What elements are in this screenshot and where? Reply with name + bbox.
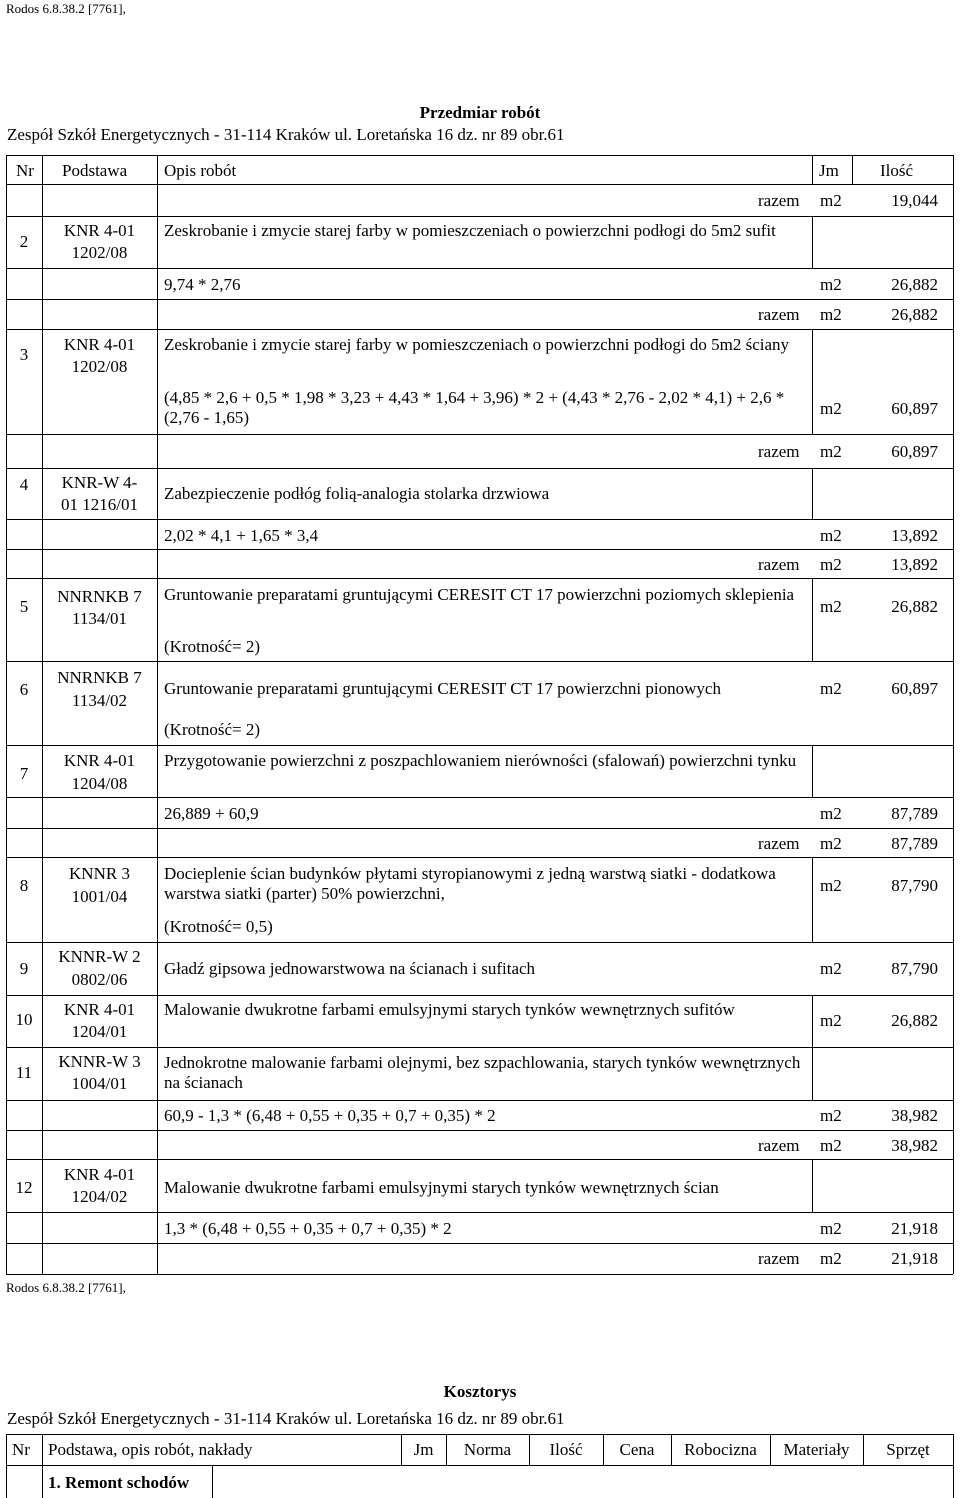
col-header-opis: Opis robót [164, 161, 237, 180]
item-base-code: NNRNKB 7 [57, 668, 142, 687]
item-jm: m2 [820, 959, 842, 978]
document-title: Kosztorys [443, 1382, 517, 1401]
document-subtitle: Zespół Szkół Energetycznych - 31-114 Kraków ul. Loretańska 16 dz. nr 89 obr.61 [7, 1409, 565, 1428]
item-calculation: (4,85 * 2,6 + 0,5 * 1,98 * 3,23 + 4,43 * 1,64 + 3,96) * 2 + (4,43 * 2,76 - 2,02 * 4,1) + 2,6 * (2,76 - 1,65) [164, 388, 785, 427]
item-description: Zeskrobanie i zmycie starej farby w pomieszczeniach o powierzchni podłogi do 5m2 ściany [164, 335, 790, 354]
item-calc-jm: m2 [820, 1219, 842, 1238]
item-number: 11 [15, 1063, 33, 1082]
item-base-code: KNNR-W 2 [58, 947, 141, 966]
item-base-code: KNR 4-01 [63, 1165, 136, 1184]
item-base-number: 1204/01 [71, 1022, 128, 1041]
item-description: Zabezpieczenie podłóg folią-analogia stolarka drzwiowa [164, 484, 550, 503]
item-number: 3 [19, 345, 29, 364]
document-subtitle: Zespół Szkół Energetycznych - 31-114 Kraków ul. Loretańska 16 dz. nr 89 obr.61 [7, 125, 565, 144]
sum-label: razem [758, 1249, 800, 1268]
item-base-number: 0802/06 [71, 970, 128, 989]
item-calculation: 60,9 - 1,3 * (6,48 + 0,55 + 0,35 + 0,7 + 0,35) * 2 [164, 1106, 496, 1125]
sum-label: razem [758, 305, 800, 324]
item-base-code: KNR-W 4- [61, 473, 138, 492]
item-note: (Krotność= 2) [164, 637, 260, 656]
item-calc-value: 13,892 [891, 526, 938, 545]
item-number: 12 [15, 1178, 33, 1197]
item-number: 6 [19, 680, 29, 699]
item-number: 2 [19, 232, 29, 251]
col-header-sprzet: Sprzęt [886, 1440, 930, 1459]
col-header-ilosc: Ilość [549, 1440, 583, 1459]
item-base-number: 1001/04 [71, 887, 128, 906]
sum-value: 60,897 [891, 442, 938, 461]
item-value: 87,790 [891, 876, 938, 895]
item-base-number: 01 1216/01 [61, 495, 138, 514]
item-base-number: 1204/08 [71, 774, 128, 793]
item-calc-value: 87,789 [891, 804, 938, 823]
item-jm: m2 [820, 1011, 842, 1030]
document-footer-text: Rodos 6.8.38.2 [7761], [6, 1, 126, 16]
col-header-jm: Jm [413, 1440, 434, 1459]
item-number: 10 [15, 1010, 33, 1029]
item-number: 9 [19, 959, 29, 978]
item-calc-value: 38,982 [891, 1106, 938, 1125]
item-calc-value: 60,897 [891, 399, 938, 418]
item-description: Gładź gipsowa jednowarstwowa na ścianach i sufitach [164, 959, 536, 978]
sum-value: 87,789 [891, 834, 938, 853]
sum-jm: m2 [820, 1249, 842, 1268]
item-base-code: NNRNKB 7 [57, 587, 142, 606]
item-base-code: KNR 4-01 [63, 1000, 136, 1019]
item-calc-jm: m2 [820, 804, 842, 823]
item-number: 5 [19, 597, 29, 616]
item-description: Malowanie dwukrotne farbami emulsyjnymi starych tynków wewnętrznych sufitów [164, 1000, 735, 1019]
col-header-nr: Nr [12, 1440, 30, 1459]
item-base-code: KNR 4-01 [63, 335, 136, 354]
item-description: Gruntowanie preparatami gruntującymi CERESIT CT 17 powierzchni poziomych sklepienia [164, 585, 795, 604]
item-note: (Krotność= 2) [164, 720, 260, 739]
item-calc-jm: m2 [820, 399, 842, 418]
sum-value: 13,892 [891, 555, 938, 574]
item-calc-jm: m2 [820, 526, 842, 545]
document-footer-text: Rodos 6.8.38.2 [7761], [6, 1280, 126, 1295]
item-base-code: KNNR-W 3 [58, 1052, 141, 1071]
item-value: 26,882 [891, 597, 938, 616]
sum-label: razem [758, 1136, 800, 1155]
sum-value: 19,044 [891, 191, 938, 210]
sum-value: 38,982 [891, 1136, 938, 1155]
col-header-cena: Cena [619, 1440, 655, 1459]
sum-label: razem [758, 555, 800, 574]
item-base-code: KNNR 3 [69, 864, 130, 883]
col-header-podstawa: Podstawa [62, 161, 128, 180]
item-description: Jednokrotne malowanie farbami olejnymi, bez szpachlowania, starych tynków wewnętrznych na ścianach [164, 1053, 801, 1092]
item-base-code: KNR 4-01 [63, 751, 136, 770]
item-number: 7 [19, 764, 29, 783]
item-jm: m2 [820, 679, 842, 698]
sum-jm: m2 [820, 191, 842, 210]
item-base-number: 1202/08 [71, 357, 128, 376]
item-value: 87,790 [891, 959, 938, 978]
item-jm: m2 [820, 597, 842, 616]
sum-jm: m2 [820, 1136, 842, 1155]
col-header-norma: Norma [463, 1440, 512, 1459]
item-calculation: 1,3 * (6,48 + 0,55 + 0,35 + 0,7 + 0,35) * 2 [164, 1219, 452, 1238]
item-calculation: 9,74 * 2,76 [164, 275, 241, 294]
item-base-number: 1004/01 [71, 1074, 128, 1093]
col-header-ilosc: Ilość [880, 161, 914, 180]
item-description: Malowanie dwukrotne farbami emulsyjnymi starych tynków wewnętrznych ścian [164, 1178, 719, 1197]
col-header-podstawa: Podstawa, opis robót, nakłady [48, 1440, 253, 1459]
sum-value: 26,882 [891, 305, 938, 324]
item-description: Docieplenie ścian budynków płytami styropianowymi z jedną warstwą siatki - dodatkowa warstwa siatki (parter) 50% powierzchni, [164, 864, 776, 903]
col-header-robocizna: Robocizna [684, 1440, 757, 1459]
item-value: 60,897 [891, 679, 938, 698]
item-value: 26,882 [891, 1011, 938, 1030]
sum-label: razem [758, 834, 800, 853]
item-description: Przygotowanie powierzchni z poszpachlowaniem nierówności (sfalowań) powierzchni tynku [164, 751, 797, 770]
sum-jm: m2 [820, 834, 842, 853]
item-calc-jm: m2 [820, 275, 842, 294]
item-base-number: 1134/02 [71, 691, 128, 710]
item-calculation: 2,02 * 4,1 + 1,65 * 3,4 [164, 526, 319, 545]
col-header-jm: Jm [819, 161, 839, 180]
col-header-materialy: Materiały [783, 1440, 850, 1459]
item-calc-value: 21,918 [891, 1219, 938, 1238]
item-number: 8 [19, 876, 29, 895]
item-number: 4 [19, 475, 29, 494]
document-title: Przedmiar robót [419, 103, 541, 122]
sum-value: 21,918 [891, 1249, 938, 1268]
item-calc-value: 26,882 [891, 275, 938, 294]
section-heading: 1. Remont schodów [48, 1473, 190, 1492]
item-base-number: 1134/01 [71, 609, 128, 628]
item-base-number: 1204/02 [71, 1187, 128, 1206]
sum-jm: m2 [820, 442, 842, 461]
sum-jm: m2 [820, 305, 842, 324]
item-description: Gruntowanie preparatami gruntującymi CERESIT CT 17 powierzchni pionowych [164, 679, 721, 698]
item-jm: m2 [820, 876, 842, 895]
sum-jm: m2 [820, 555, 842, 574]
sum-label: razem [758, 191, 800, 210]
item-calc-jm: m2 [820, 1106, 842, 1125]
sum-label: razem [758, 442, 800, 461]
item-base-code: KNR 4-01 [63, 221, 136, 240]
col-header-nr: Nr [16, 161, 34, 180]
item-base-number: 1202/08 [71, 243, 128, 262]
item-calculation: 26,889 + 60,9 [164, 804, 259, 823]
item-note: (Krotność= 0,5) [164, 917, 273, 936]
item-description: Zeskrobanie i zmycie starej farby w pomieszczeniach o powierzchni podłogi do 5m2 sufit [164, 221, 776, 240]
